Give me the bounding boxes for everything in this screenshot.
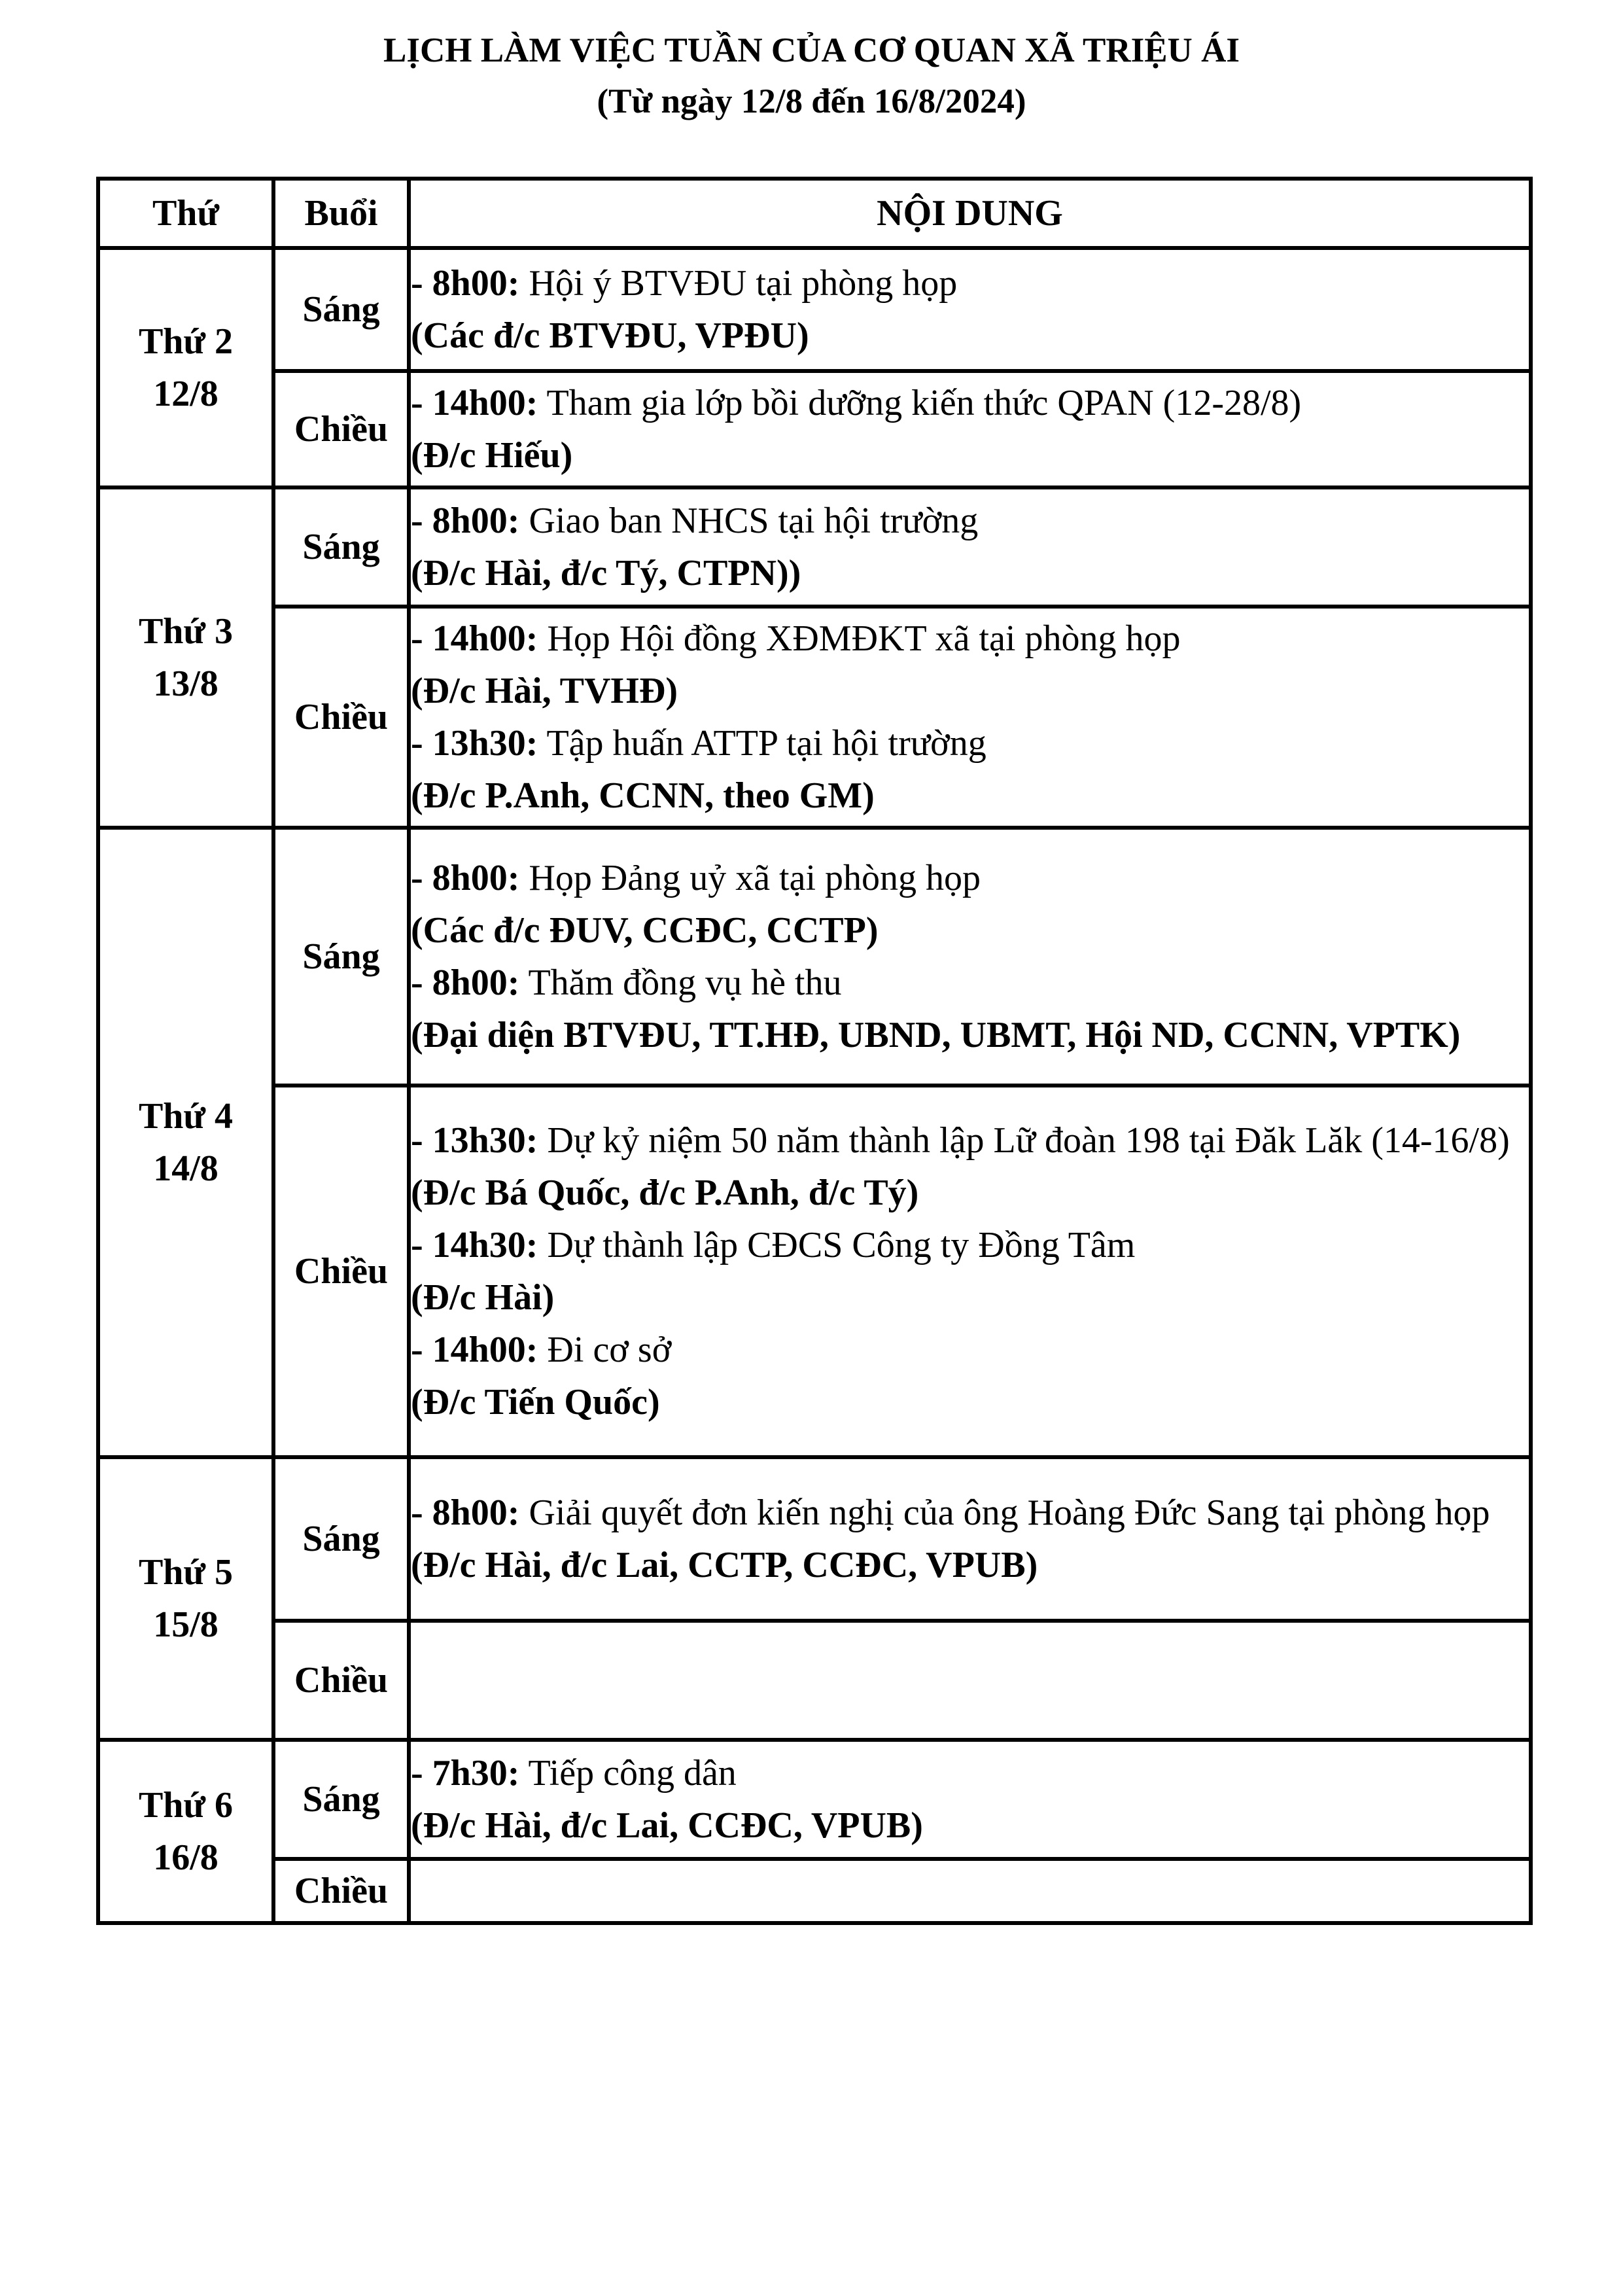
- session-content: [409, 1859, 1531, 1923]
- header-row: [98, 179, 1531, 248]
- schedule-item: [411, 1752, 1529, 1847]
- item-text: Tập huấn ATTP tại hội trường: [538, 723, 986, 764]
- session-label: Sáng: [273, 828, 409, 1086]
- item-time: - 14h00:: [411, 383, 538, 423]
- header-session: Buổi: [273, 179, 409, 248]
- item-participants: (Đại diện BTVĐU, TT.HĐ, UBND, UBMT, Hội ND, CCNN, VPTK): [411, 1015, 1461, 1055]
- item-time: - 8h00:: [411, 1492, 520, 1533]
- item-text: Đi cơ sở: [538, 1330, 672, 1370]
- item-time: - 7h30:: [411, 1753, 520, 1793]
- item-time: - 8h00:: [411, 501, 520, 541]
- header-day: Thứ: [98, 179, 273, 248]
- day-date: 16/8: [153, 1837, 218, 1878]
- day-cell: [98, 828, 273, 1457]
- item-text: Tham gia lớp bồi dưỡng kiến thức QPAN (12-28/8): [538, 383, 1302, 423]
- item-participants: (Các đ/c BTVĐU, VPĐU): [411, 315, 809, 356]
- session-content: [409, 1457, 1531, 1621]
- schedule-row: [98, 1621, 1531, 1740]
- day-cell: [98, 1457, 273, 1740]
- session-content: [409, 1740, 1531, 1859]
- item-text: Hội ý BTVĐU tại phòng họp: [519, 263, 958, 304]
- schedule-item: [411, 381, 1529, 477]
- day-date: 15/8: [153, 1604, 218, 1645]
- header-content: NỘI DUNG: [409, 179, 1531, 248]
- schedule-table: [96, 177, 1533, 1925]
- session-label: Chiều: [273, 607, 409, 828]
- item-time: - 8h00:: [411, 263, 520, 304]
- session-label: Sáng: [273, 1740, 409, 1859]
- schedule-item: [411, 961, 1529, 1057]
- item-time: - 8h00:: [411, 858, 520, 898]
- item-participants: (Đ/c Hài, đ/c Lai, CCTP, CCĐC, VPUB): [411, 1545, 1038, 1585]
- session-label: Chiều: [273, 1859, 409, 1923]
- day-name: Thứ 3: [138, 611, 234, 652]
- schedule-row: [98, 1457, 1531, 1621]
- session-content: [409, 371, 1531, 487]
- day-name: Thứ 2: [138, 321, 234, 362]
- schedule-row: [98, 607, 1531, 828]
- schedule-item: [411, 722, 1529, 817]
- session-label: Sáng: [273, 1457, 409, 1621]
- item-text: Giao ban NHCS tại hội trường: [519, 501, 979, 541]
- item-participants: (Các đ/c ĐUV, CCĐC, CCTP): [411, 910, 879, 951]
- schedule-row: [98, 371, 1531, 487]
- item-time: - 14h00:: [411, 618, 538, 659]
- item-participants: (Đ/c P.Anh, CCNN, theo GM): [411, 775, 875, 816]
- schedule-item: [411, 499, 1529, 595]
- schedule-row: [98, 248, 1531, 371]
- session-label: Sáng: [273, 487, 409, 607]
- session-label: Chiều: [273, 1086, 409, 1457]
- day-date: 14/8: [153, 1148, 218, 1189]
- schedule-item: [411, 617, 1529, 713]
- session-label: Sáng: [273, 248, 409, 371]
- item-time: - 14h30:: [411, 1225, 538, 1265]
- session-content: [409, 1621, 1531, 1740]
- item-time: - 14h00:: [411, 1330, 538, 1370]
- item-participants: (Đ/c Bá Quốc, đ/c P.Anh, đ/c Tý): [411, 1173, 919, 1213]
- item-text: Thăm đồng vụ hè thu: [519, 963, 842, 1003]
- item-participants: (Đ/c Hài, TVHĐ): [411, 671, 678, 711]
- item-participants: (Đ/c Hài): [411, 1277, 555, 1318]
- day-name: Thứ 5: [138, 1552, 234, 1593]
- item-text: Dự thành lập CĐCS Công ty Đồng Tâm: [538, 1225, 1136, 1265]
- item-text: Họp Hội đồng XĐMĐKT xã tại phòng họp: [538, 618, 1181, 659]
- day-name: Thứ 4: [138, 1096, 234, 1137]
- day-name: Thứ 6: [138, 1785, 234, 1826]
- session-content: [409, 1086, 1531, 1457]
- session-content: [409, 487, 1531, 607]
- schedule-row: [98, 1086, 1531, 1457]
- document-subtitle: (Từ ngày 12/8 đến 16/8/2024): [597, 82, 1026, 120]
- schedule-item: [411, 857, 1529, 952]
- schedule-item: [411, 1224, 1529, 1319]
- item-time: - 8h00:: [411, 963, 520, 1003]
- item-time: - 13h30:: [411, 723, 538, 764]
- session-label: Chiều: [273, 1621, 409, 1740]
- document-title: LỊCH LÀM VIỆC TUẦN CỦA CƠ QUAN XÃ TRIỆU ÁI: [383, 31, 1240, 69]
- schedule-item: [411, 1491, 1529, 1587]
- item-participants: (Đ/c Hiếu): [411, 435, 573, 476]
- day-cell: [98, 248, 273, 487]
- item-time: - 13h30:: [411, 1120, 538, 1161]
- day-cell: [98, 487, 273, 828]
- schedule-row: [98, 487, 1531, 607]
- schedule-row: [98, 828, 1531, 1086]
- item-text: Giải quyết đơn kiến nghị của ông Hoàng Đức Sang tại phòng họp: [519, 1492, 1490, 1533]
- day-cell: [98, 1740, 273, 1923]
- session-content: [409, 828, 1531, 1086]
- session-content: [409, 248, 1531, 371]
- schedule-item: [411, 262, 1529, 357]
- session-label: Chiều: [273, 371, 409, 487]
- schedule-row: [98, 1859, 1531, 1923]
- item-text: Dự kỷ niệm 50 năm thành lập Lữ đoàn 198 tại Đăk Lăk (14-16/8): [538, 1120, 1510, 1161]
- item-participants: (Đ/c Hài, đ/c Lai, CCĐC, VPUB): [411, 1805, 923, 1846]
- item-participants: (Đ/c Hài, đ/c Tý, CTPN)): [411, 553, 801, 593]
- day-date: 13/8: [153, 663, 218, 704]
- session-content: [409, 607, 1531, 828]
- item-participants: (Đ/c Tiến Quốc): [411, 1382, 660, 1422]
- day-date: 12/8: [153, 374, 218, 414]
- schedule-body: [98, 248, 1531, 1923]
- item-text: Họp Đảng uỷ xã tại phòng họp: [519, 858, 981, 898]
- schedule-row: [98, 1740, 1531, 1859]
- item-text: Tiếp công dân: [519, 1753, 737, 1793]
- schedule-item: [411, 1328, 1529, 1424]
- schedule-item: [411, 1119, 1529, 1214]
